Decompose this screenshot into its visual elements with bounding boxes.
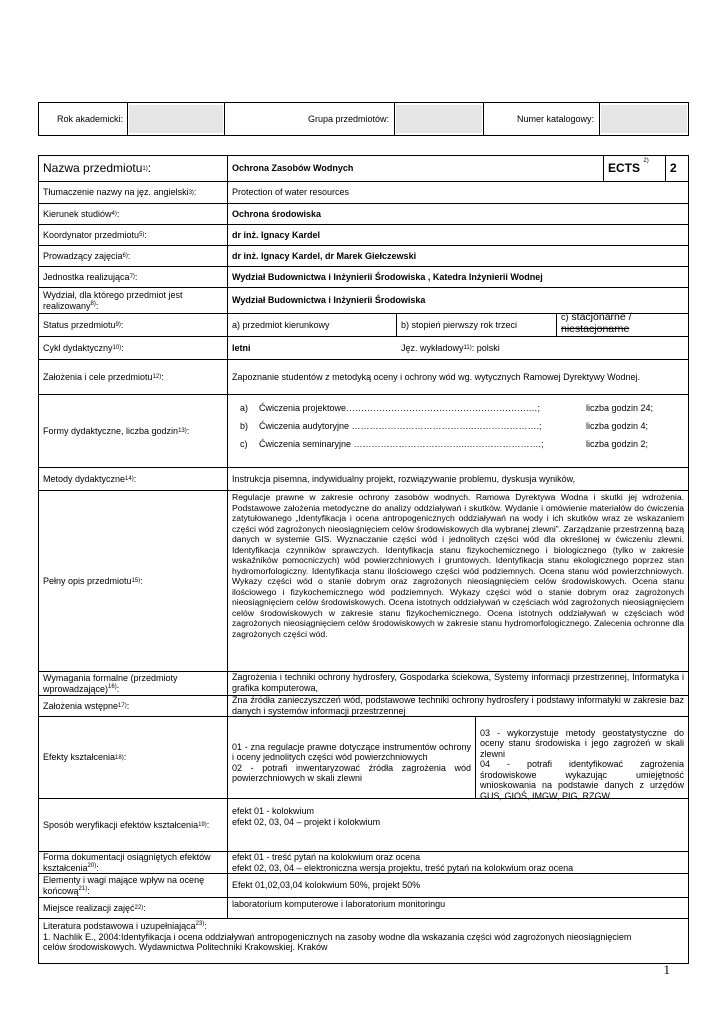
verification-label: Sposób weryfikacji efektów kształcenia 19) :: [43, 819, 210, 830]
academic-year-field[interactable]: [129, 105, 223, 133]
assumptions-label: Założenia wstępne 17) :: [43, 700, 130, 711]
field-of-study-label: Kierunek studiów 4) :: [43, 208, 120, 219]
cycle-label: Cykl dydaktyczny 10) :: [43, 342, 124, 353]
academic-year-label: Rok akademicki:: [56, 113, 123, 124]
status-label: Status przedmiotu 9) :: [43, 319, 124, 330]
verification-value: efekt 01 - kolokwium efekt 02, 03, 04 – projekt i kolokwium: [232, 806, 381, 827]
form-item: a) Ćwiczenia projektowe…………………………………………………….…; liczba godzin 24;: [240, 403, 654, 413]
catalog-number-field[interactable]: [601, 105, 687, 133]
description-label: Pełny opis przedmiotu 15) :: [43, 575, 143, 586]
description-value: Regulacje prawne w zakresie ochrony zasobów wodnych. Ramowa Dyrektywa Wodna i skutki jej wdrożenia. Podstawowe założenia metodyczne do analizy oddziaływań i skutków. Wydanie i omówienie materiałów do ćwiczenia zatytułowanego „Identyfikacja i ocena antropogenicznych oddziaływań na wody i ich skutków wraz ze wskazaniem części wód zagrożonych nieosiągnięciem celów środowiskowych dla wybranej zlewni”. Zarządzanie przestrzenną bazą danych w systemie GIS. Wyznaczanie części wód i jednolitych części wód dla określonej w ćwiczeniu zlewni. Identyfikacja czynników sprawczych. Identyfikacja stanu fizykochemicznego i biologicznego (tylko w zakresie wskaźników pomocniczych) wód powierzchniowych i gruntowych. Identyfikacja stanu ekologicznego poprzez stan hydromorfologiczny. Identyfikacja stanu ilościowego części wód podziemnych. Ocena stanu wód powierzchniowych. Wykazy części wód o stanie dobrym oraz zagrożonych nieosiągnięciem celów środowiskowych. Ocena stanu ilościowego i fizykochemicznego wód podziemnych. Wykazy części wód o stanie dobrym oraz zagrożonych nieosiągnięciem celów środowiskowych. Ocena istotnych oddziaływań w częściach wód zagrożonych nieosiągnięciem celów środowiskowych w zakresie stanu fizykochemicznego. Ocena istotnych oddziaływań w częściach wód zagrożonych nieosiągnięciem celów środowiskowych w zakresie stanu hydromorfologicznego. Zalecenia ochronne dla zagrożonych części wód.: [232, 492, 684, 639]
literature-block: [39, 919, 688, 963]
coordinator-value: dr inż. Ignacy Kardel: [232, 229, 321, 240]
english-name-value: Protection of water resources: [232, 187, 350, 198]
ects-label: ECTS 2): [608, 158, 649, 175]
literature-item: celów środowiskowych. Wydawnictwa Politechniki Krakowskiej. Kraków: [43, 942, 328, 952]
faculty-value: Wydział Budownictwa i Inżynierii Środowiska: [232, 295, 426, 306]
outcomes-left: 01 - zna regulacje prawne dotyczące instrumentów ochrony i oceny jednolitych części wód powierzchniowych 02 - potrafi inwentaryzować źródła zagrożenia wód powierzchniowych w skali zlewni: [232, 741, 471, 783]
methods-value: Instrukcja pisemna, indywidualny projekt, rozwiązywanie problemu, dyskusja wyników,: [232, 473, 576, 484]
cycle-value: letni: [232, 342, 251, 353]
course-name-label: Nazwa przedmiotu 1) :: [43, 161, 152, 176]
subject-group-label: Grupa przedmiotów:: [307, 113, 389, 124]
place-value: laboratorium komputerowe i laboratorium monitoringu: [232, 899, 446, 909]
teachers-label: Prowadzący zajęcia 6) :: [43, 250, 131, 261]
status-level: b) stopień pierwszy rok trzeci: [401, 319, 518, 330]
form-item: b) Ćwiczenia audytoryjne …………………………………..………………….; liczba godzin 4;: [240, 421, 649, 431]
documentation-label: Forma dokumentacji osiągniętych efektów kształcenia$^{20)}$:: [43, 851, 211, 873]
unit-label: Jednostka realizująca 7) :: [43, 271, 138, 282]
goals-label: Założenia i cele przedmiotu 12) :: [43, 371, 164, 382]
teachers-value: dr inż. Ignacy Kardel, dr Marek Giełczewski: [232, 250, 417, 261]
field-of-study-value: Ochrona środowiska: [232, 208, 322, 219]
form-item: c) Ćwiczenia seminaryjne ………………………………..…………………….; liczba godzin 2;: [240, 439, 649, 449]
forms-list: [228, 403, 688, 463]
assumptions-value: Zna źródła zanieczyszczeń wód, podstawowe techniki ochrony hydrosfery i podstawy informatyki w zakresie baz danych i systemów informacji przestrzennej: [232, 695, 684, 716]
catalog-number-label: Numer katalogowy:: [516, 113, 594, 124]
weights-label: Elementy i wagi mające wpływ na ocenę końcową$^{21)}$:: [43, 874, 205, 896]
status-mode: c) stacjonarne / niestacjonarne: [561, 311, 632, 335]
page-number: 1: [663, 962, 670, 977]
requirements-value: Zagrożenia i techniki ochrony hydrosfery, Gospodarka ściekowa, Systemy informacji przestrzennej, Informatyka i grafika komputerowa,: [232, 672, 684, 693]
forms-label: Formy dydaktyczne, liczba godzin 13) :: [43, 425, 190, 436]
coordinator-label: Koordynator przedmiotu 5) :: [43, 229, 147, 240]
documentation-value: efekt 01 - treść pytań na kolokwium oraz ocena efekt 02, 03, 04 – elektroniczna wersja projektu, treść pytań na kolokwium oraz ocena: [232, 852, 574, 873]
language-value: Jęz. wykładowy 11) : polski: [401, 342, 500, 353]
outcomes-right: 03 - wykorzystuje metody geostatystyczne do oceny stanu środowiska i jego zagrożeń w skali zlewni 04 - potrafi identyfikować zagrożenia środowiskowe wykazując umiejętność wnioskowania na podstawie danych z urzędów GUS, GIOŚ, IMGW, PIG, RZGW: [480, 727, 684, 801]
unit-value: Wydział Budownictwa i Inżynierii Środowiska , Katedra Inżynierii Wodnej: [232, 271, 543, 282]
methods-label: Metody dydaktyczne 14) :: [43, 473, 137, 484]
faculty-label: Wydział, dla którego przedmiot jest realizowany$^{8)}$:: [43, 289, 183, 311]
literature-label: Literatura podstawowa i uzupełniająca$^{23)}$:: [43, 921, 207, 931]
weights-value: Efekt 01,02,03,04 kolokwium 50%, projekt 50%: [232, 880, 421, 891]
goals-value: Zapoznanie studentów z metodyką oceny i ochrony wód wg. wytycznych Ramowej Dyrektywy Wodnej.: [232, 371, 641, 382]
english-name-label: Tłumaczenie nazwy na jęz. angielski 3) :: [43, 187, 197, 198]
course-name-value: Ochrona Zasobów Wodnych: [232, 163, 354, 174]
ects-value: 2: [670, 161, 677, 176]
place-label: Miejsce realizacji zajęć 22) :: [43, 902, 146, 913]
requirements-label: Wymagania formalne (przedmioty wprowadzające)$^{16)}$:: [43, 672, 178, 694]
literature-item: 1. Nachlik E., 2004:Identyfikacja i ocena oddziaływań antropogenicznych na zasoby wodne dla wskazania części wód zagrożonych nieosiągnięciem: [43, 931, 632, 942]
outcomes-label: Efekty kształcenia 18) :: [43, 752, 127, 763]
subject-group-field[interactable]: [396, 105, 482, 133]
status-type: a) przedmiot kierunkowy: [232, 319, 330, 330]
